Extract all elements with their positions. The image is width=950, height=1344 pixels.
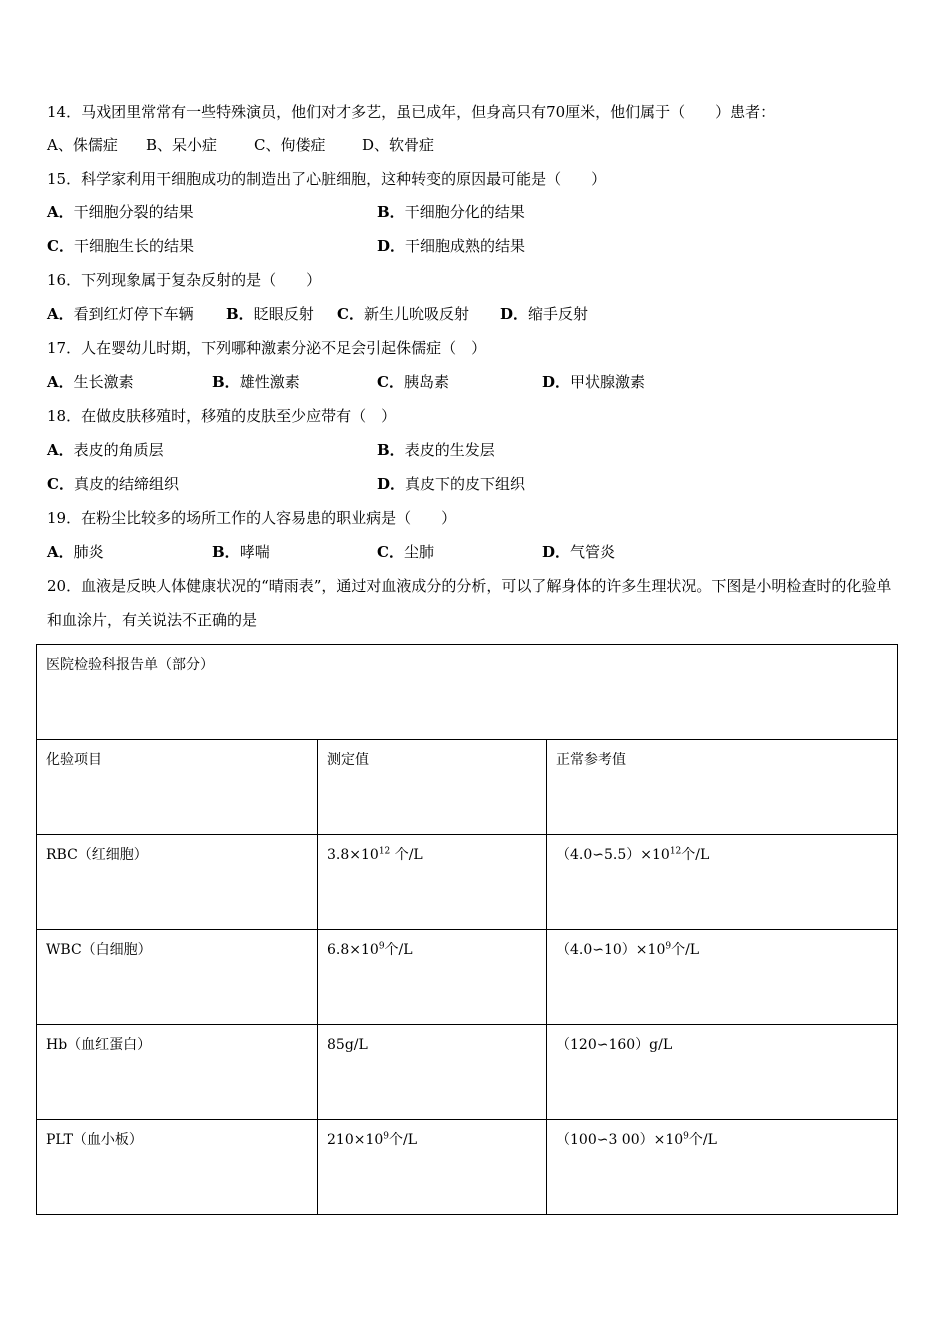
q19-option-b: B．哮喘 <box>212 543 270 561</box>
q16-option-d: D．缩手反射 <box>500 305 589 323</box>
table-row <box>37 835 898 930</box>
report-header-row <box>37 740 898 835</box>
question-17-stem: 17．人在婴幼儿时期，下列哪种激素分泌不足会引起侏儒症（ ） <box>47 339 487 357</box>
item-cell: RBC（红细胞） <box>37 835 318 930</box>
reference-cell: （120∽160）g/L <box>547 1025 898 1120</box>
lab-report-table <box>36 644 898 1215</box>
header-item: 化验项目 <box>37 740 318 835</box>
q19-option-d: D．气管炎 <box>542 543 616 561</box>
reference-cell: $(4.0∽5.5)\times 10^{12}$个/L <box>547 835 898 930</box>
q15-option-a: A．干细胞分裂的结果 <box>47 203 194 221</box>
header-reference: 正常参考值 <box>547 740 898 835</box>
report-title: 医院检验科报告单（部分） <box>37 645 898 740</box>
q15-option-d: D．干细胞成熟的结果 <box>377 237 526 255</box>
question-20-stem: 20．血液是反映人体健康状况的“晴雨表”，通过对血液成分的分析，可以了解身体的许多生理状况。下图是小明检查时的化验单和血涂片，有关说法不正确的是 <box>47 577 892 629</box>
q18-option-b: B．表皮的生发层 <box>377 441 495 459</box>
table-row <box>37 930 898 1025</box>
table-row <box>37 1025 898 1120</box>
q17-option-b: B．雄性激素 <box>212 373 300 391</box>
item-cell: Hb（血红蛋白） <box>37 1025 318 1120</box>
q14-option-a: A、侏儒症 <box>47 136 118 154</box>
q19-option-a: A．肺炎 <box>47 543 104 561</box>
question-16-stem: 16．下列现象属于复杂反射的是（ ） <box>47 271 322 289</box>
q16-option-c: C．新生儿吮吸反射 <box>337 305 469 323</box>
q16-option-b: B．眨眼反射 <box>226 305 314 323</box>
q14-option-d: D、软骨症 <box>362 136 435 154</box>
item-cell: PLT（血小板） <box>37 1120 318 1215</box>
q14-option-c: C、佝偻症 <box>254 136 326 154</box>
question-14-stem: 14．马戏团里常常有一些特殊演员，他们对才多艺，虽已成年，但身高只有70厘米，他们属于（ ）患者： <box>47 103 776 121</box>
q18-option-d: D．真皮下的皮下组织 <box>377 475 526 493</box>
value-cell: $3.8\times 10^{12}$ 个/L <box>318 835 547 930</box>
table-row <box>37 1120 898 1215</box>
value-cell: 85g/L <box>318 1025 547 1120</box>
q17-option-a: A．生长激素 <box>47 373 134 391</box>
q15-option-b: B．干细胞分化的结果 <box>377 203 525 221</box>
question-15-stem: 15．科学家利用干细胞成功的制造出了心脏细胞，这种转变的原因最可能是（ ） <box>47 170 607 188</box>
q15-option-c: C．干细胞生长的结果 <box>47 237 194 255</box>
value-cell: $6.8\times 10^9$个/L <box>318 930 547 1025</box>
item-cell: WBC（白细胞） <box>37 930 318 1025</box>
q17-option-c: C．胰岛素 <box>377 373 449 391</box>
q18-option-c: C．真皮的结缔组织 <box>47 475 179 493</box>
question-18-stem: 18．在做皮肤移殖时，移殖的皮肤至少应带有（ ） <box>47 407 397 425</box>
reference-cell: $(4.0∽10)\times 10^9$个/L <box>547 930 898 1025</box>
question-19-stem: 19．在粉尘比较多的场所工作的人容易患的职业病是（ ） <box>47 509 457 527</box>
reference-cell: （100∽3 $00)\times 10^9$个/L <box>547 1120 898 1215</box>
value-cell: $210\times 10^9$个/L <box>318 1120 547 1215</box>
q16-option-a: A．看到红灯停下车辆 <box>47 305 194 323</box>
q19-option-c: C．尘肺 <box>377 543 434 561</box>
q14-option-b: B、呆小症 <box>146 136 218 154</box>
q17-option-d: D．甲状腺激素 <box>542 373 646 391</box>
q18-option-a: A．表皮的角质层 <box>47 441 164 459</box>
header-value: 测定值 <box>318 740 547 835</box>
report-title-row <box>37 645 898 740</box>
